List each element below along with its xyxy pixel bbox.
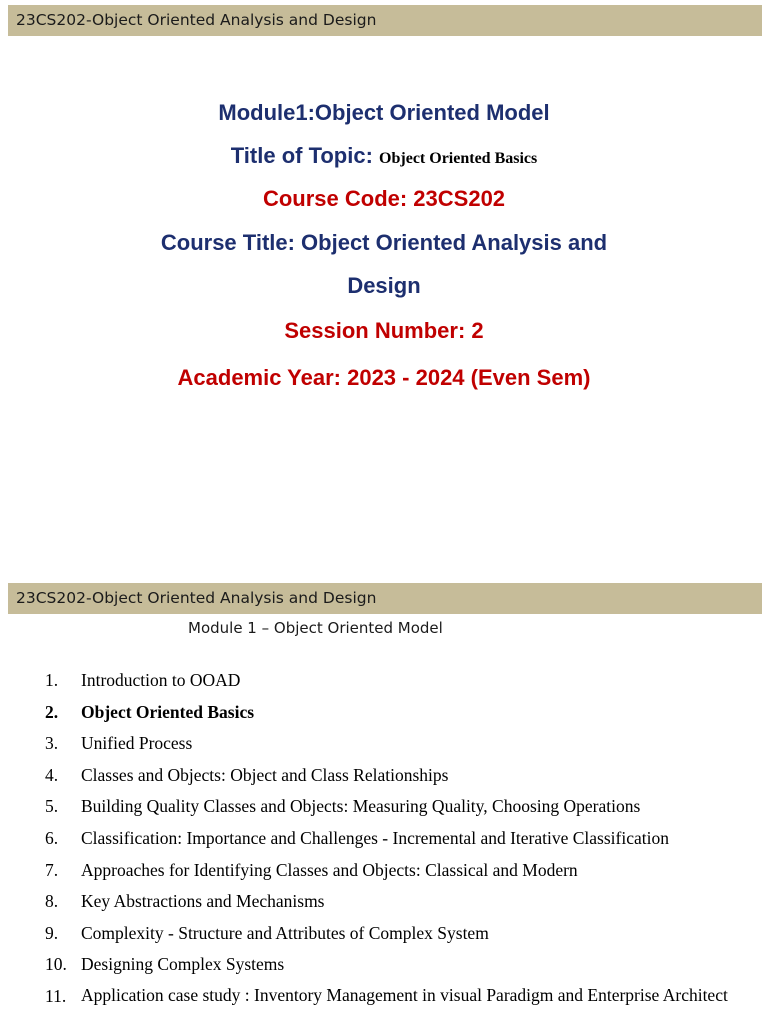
item-text: Approaches for Identifying Classes and Objects: Classical and Modern: [81, 859, 578, 880]
course-title-line2: Design: [347, 273, 421, 298]
list-item: [0, 923, 768, 955]
list-item: [0, 954, 768, 986]
item-text: Classes and Objects: Object and Class Relationships: [81, 764, 449, 785]
item-text: Introduction to OOAD: [81, 670, 241, 690]
item-text: Building Quality Classes and Objects: Measuring Quality, Choosing Operations: [81, 796, 641, 817]
list-item-current: [0, 702, 768, 734]
topic-label: Title of Topic:: [230, 143, 380, 168]
item-text: Key Abstractions and Mechanisms: [81, 891, 325, 912]
session-number: Session Number: 2: [284, 318, 484, 343]
list-item: [0, 986, 768, 1018]
item-number: 11.: [45, 985, 67, 1006]
item-number: 7.: [45, 859, 59, 880]
item-text: Complexity - Structure and Attributes of Complex System: [81, 922, 489, 943]
item-number: 10.: [45, 954, 67, 975]
course-title-line1: Course Title: Object Oriented Analysis and: [160, 230, 608, 255]
item-text: Object Oriented Basics: [81, 701, 255, 722]
topic-title: [0, 143, 768, 169]
topic-value: Object Oriented Basics: [379, 150, 538, 167]
item-number: 2.: [45, 701, 59, 722]
item-number: 4.: [45, 764, 59, 785]
course-code: Course Code: 23CS202: [262, 186, 506, 211]
list-item: [0, 765, 768, 797]
item-number: 5.: [45, 796, 59, 817]
item-text: Application case study : Inventory Management in visual Paradigm and Enterprise Architect: [81, 984, 728, 1005]
slide-header: 23CS202-Object Oriented Analysis and Design: [8, 583, 762, 614]
item-text: Unified Process: [81, 733, 193, 754]
list-item: [0, 860, 768, 892]
slide-header: 23CS202-Object Oriented Analysis and Design: [8, 5, 762, 36]
module-title: Module1:Object Oriented Model: [218, 100, 550, 125]
item-text: Designing Complex Systems: [81, 954, 285, 975]
item-number: 6.: [45, 827, 59, 848]
item-number: 3.: [45, 733, 59, 754]
item-text: Classification: Importance and Challenges - Incremental and Iterative Classification: [81, 827, 669, 848]
list-item: [0, 670, 768, 702]
list-item: [0, 891, 768, 923]
item-number: 1.: [45, 670, 59, 690]
item-number: 9.: [45, 922, 59, 943]
topic-list: [0, 670, 768, 1018]
module-subtitle: Module 1 – Object Oriented Model: [188, 619, 443, 637]
list-item: [0, 828, 768, 860]
list-item: [0, 733, 768, 765]
item-number: 8.: [45, 891, 59, 912]
list-item: [0, 796, 768, 828]
academic-year: Academic Year: 2023 - 2024 (Even Sem): [177, 365, 591, 390]
agenda-slide: [0, 583, 768, 1024]
